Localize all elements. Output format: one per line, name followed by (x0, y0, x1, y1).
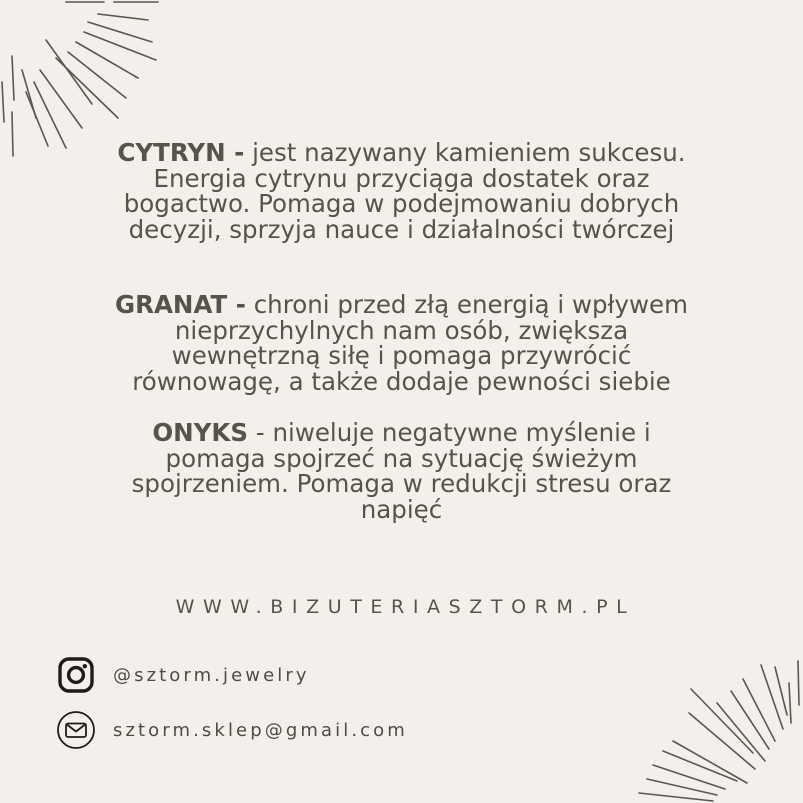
stone-text: chroni przed złą energią i wpływem (245, 290, 688, 319)
website-link[interactable]: WWW.BIZUTERIASZTORM.PL (175, 596, 636, 618)
stone-text: - niweluje negatywne myślenie i (248, 418, 651, 447)
stone-line: pomaga spojrzeć na sytuację świeżym (165, 443, 638, 473)
stone-line: napięć (360, 494, 443, 524)
stone-name: GRANAT - (115, 290, 246, 319)
stone-line: Energia cytrynu przyciąga dostatek oraz (153, 163, 650, 193)
stone-line: wewnętrzną siłę i pomaga przywrócić (171, 341, 632, 370)
stone-description-granat (40, 292, 763, 394)
stone-name: ONYKS (152, 418, 249, 447)
stone-line (40, 420, 763, 446)
stone-line (40, 292, 763, 318)
instagram-icon (56, 655, 96, 695)
instagram-handle[interactable]: @sztorm.jewelry (113, 664, 310, 686)
stone-line: decyzji, sprzyja nauce i działalności twórczej (128, 214, 675, 244)
stone-text: jest nazywany kamieniem sukcesu. (244, 138, 686, 167)
email-contact[interactable] (56, 710, 408, 750)
stone-name: CYTRYN - (117, 138, 245, 167)
stone-line: równowagę, a także dodaje pewności siebie (132, 366, 671, 396)
stone-description-cytryn (40, 140, 763, 242)
email-address[interactable]: sztorm.sklep@gmail.com (113, 719, 408, 741)
stone-line (40, 140, 763, 166)
stone-line: spojrzeniem. Pomaga w redukcji stresu oraz (131, 469, 672, 498)
stone-line: nieprzychylnych nam osób, zwiększa (174, 315, 629, 345)
sunburst-rays-bottom-right-icon (633, 653, 803, 803)
instagram-contact[interactable] (56, 655, 310, 695)
envelope-icon (56, 710, 96, 750)
stone-description-onyks (40, 420, 763, 522)
stone-line: bogactwo. Pomaga w podejmowaniu dobrych (123, 189, 680, 218)
